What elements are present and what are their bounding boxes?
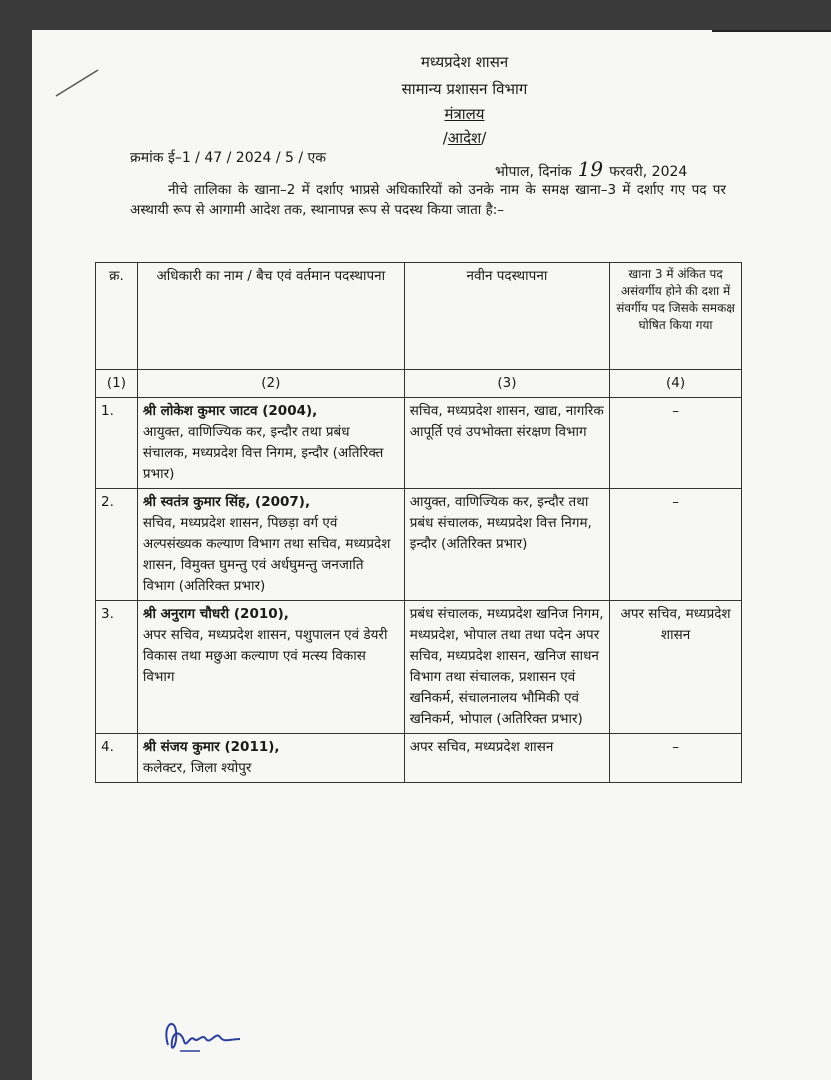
order-title-text: आदेश	[447, 129, 482, 147]
posting-table	[95, 262, 742, 783]
row-sno: 3.	[96, 601, 138, 734]
signature-icon	[160, 1015, 250, 1059]
officer-name: श्री संजय कुमार (2011),	[142, 739, 280, 755]
row-equivalent: –	[610, 734, 742, 783]
row-officer	[137, 489, 404, 601]
header-order-title: /आदेश/	[442, 129, 487, 147]
officer-current-posting: अपर सचिव, मध्यप्रदेश शासन, पशुपालन एवं डेयरी विकास तथा मछुआ कल्याण एवं मत्स्य विकास विभाग	[142, 627, 388, 685]
document-page	[32, 30, 831, 1080]
row-new-posting: प्रबंध संचालक, मध्यप्रदेश खनिज निगम, मध्यप्रदेश, भोपाल तथा तथा पदेन अपर सचिव, मध्यप्रदेश शासन, खनिज साधन विभाग तथा संचालक, प्रशासन एवं खनिकर्म, संचालनालय भौमिकी एवं खनिकर्म, भोपाल (अतिरिक्त प्रभार)	[404, 601, 609, 734]
header-secretariat: मंत्रालय	[444, 105, 485, 123]
header-new-posting: नवीन पदस्थापना	[404, 263, 609, 370]
colnum-1: (1)	[96, 370, 138, 398]
officer-current-posting: आयुक्त, वाणिज्यिक कर, इन्दौर तथा प्रबंध संचालक, मध्यप्रदेश वित्त निगम, इन्दौर (अतिरिक्त प्रभार)	[142, 424, 384, 482]
row-sno: 4.	[96, 734, 138, 783]
header-equivalent: खाना 3 में अंकित पद असंवर्गीय होने की दशा में संवर्गीय पद जिसके समकक्ष घोषित किया गया	[610, 263, 742, 370]
date-month-year: फरवरी, 2024	[609, 164, 688, 180]
colnum-3: (3)	[404, 370, 609, 398]
officer-name: श्री अनुराग चौधरी (2010),	[142, 606, 289, 622]
table-colnum-row	[96, 370, 742, 398]
officer-current-posting: सचिव, मध्यप्रदेश शासन, पिछड़ा वर्ग एवं अल्पसंख्यक कल्याण विभाग तथा सचिव, मध्यप्रदेश शासन, विमुक्त घुमन्तु एवं अर्धघुमन्तु जनजाति विभाग (अतिरिक्त प्रभार)	[142, 515, 391, 594]
header-department: सामान्य प्रशासन विभाग	[401, 80, 528, 98]
table-header-row	[96, 263, 742, 370]
colnum-4: (4)	[610, 370, 742, 398]
order-date	[495, 157, 687, 181]
intro-text: नीचे तालिका के खाना–2 में दर्शाए भाप्रसे अधिकारियों को उनके नाम के समक्ष खाना–3 में दर्शाए गए पद पर अस्थायी रूप से आगामी आदेश तक, स्थानापन्न रूप से पदस्थ किया जाता है:–	[130, 182, 726, 218]
intro-paragraph	[130, 180, 726, 220]
header-sno: क्र.	[96, 263, 138, 370]
row-new-posting: अपर सचिव, मध्यप्रदेश शासन	[404, 734, 609, 783]
top-edge-line	[712, 30, 831, 32]
row-new-posting: आयुक्त, वाणिज्यिक कर, इन्दौर तथा प्रबंध संचालक, मध्यप्रदेश वित्त निगम, इन्दौर (अतिरिक्त प्रभार)	[404, 489, 609, 601]
colnum-2: (2)	[137, 370, 404, 398]
officer-name: श्री लोकेश कुमार जाटव (2004),	[142, 403, 318, 419]
date-prefix: भोपाल, दिनांक	[495, 164, 572, 180]
row-equivalent: अपर सचिव, मध्यप्रदेश शासन	[610, 601, 742, 734]
row-sno: 1.	[96, 398, 138, 489]
table-row	[96, 489, 742, 601]
order-number: क्रमांक ई–1 / 47 / 2024 / 5 / एक	[130, 150, 327, 166]
row-officer	[137, 398, 404, 489]
row-new-posting: सचिव, मध्यप्रदेश शासन, खाद्य, नागरिक आपूर्ति एवं उपभोक्ता संरक्षण विभाग	[404, 398, 609, 489]
row-equivalent: –	[610, 398, 742, 489]
officer-name: श्री स्वतंत्र कुमार सिंह, (2007),	[142, 494, 311, 510]
row-officer	[137, 601, 404, 734]
officer-current-posting: कलेक्टर, जिला श्योपुर	[142, 760, 252, 776]
header-officer: अधिकारी का नाम / बैच एवं वर्तमान पदस्थापना	[137, 263, 404, 370]
date-day-handwritten: 19	[577, 157, 604, 181]
table-row	[96, 601, 742, 734]
table-row	[96, 398, 742, 489]
row-sno: 2.	[96, 489, 138, 601]
row-officer	[137, 734, 404, 783]
header-govt: मध्यप्रदेश शासन	[420, 53, 509, 71]
row-equivalent: –	[610, 489, 742, 601]
table-row	[96, 734, 742, 783]
